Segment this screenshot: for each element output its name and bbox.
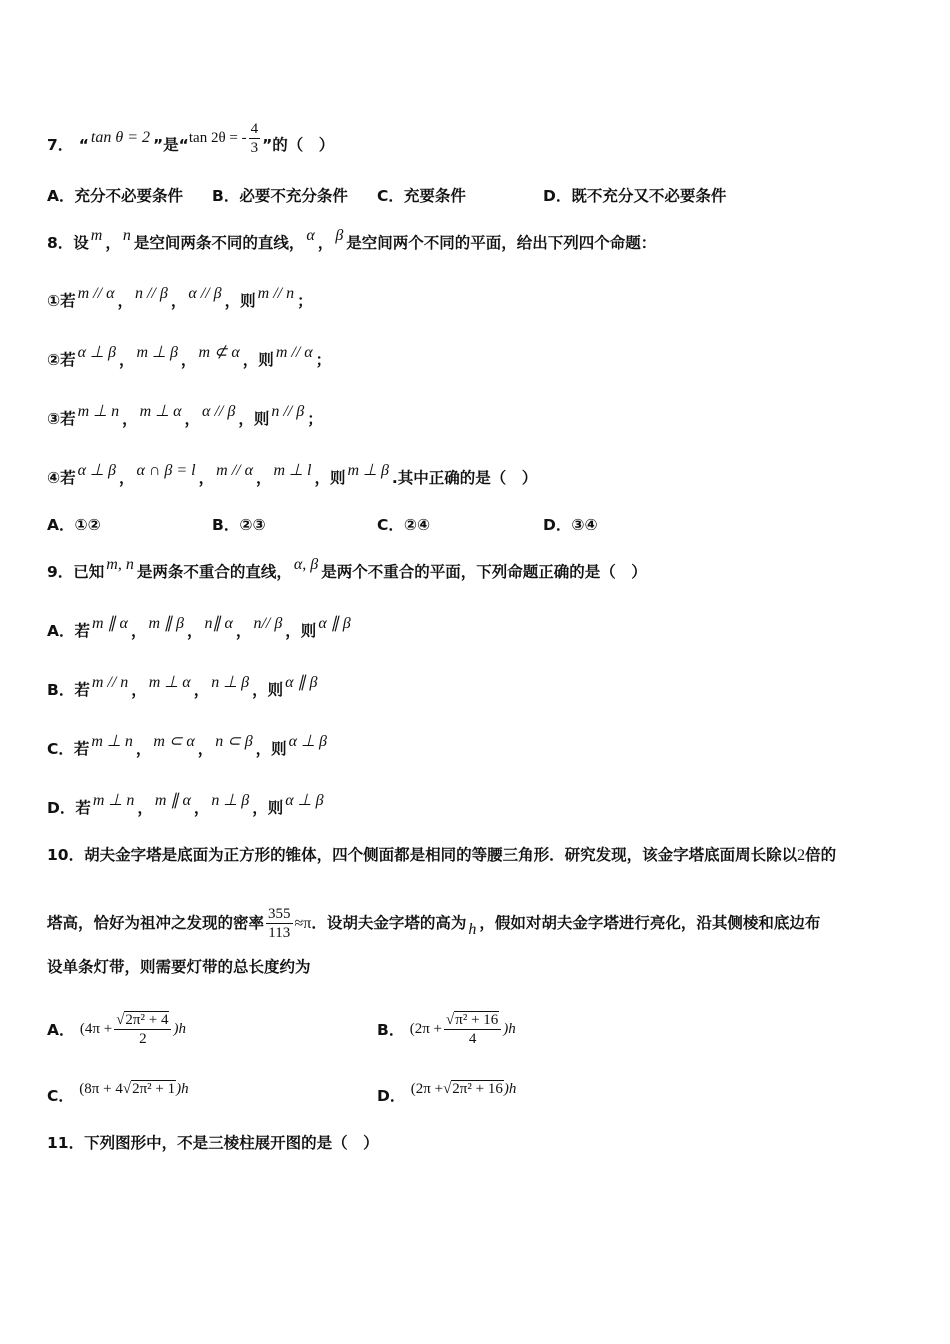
option-cond: n// β	[253, 615, 283, 632]
option-result: α ⊥ β	[285, 792, 324, 809]
option-then: ，则	[285, 622, 317, 640]
prop-result: m // α	[275, 344, 313, 361]
formula-pre: (2π +	[410, 1081, 444, 1097]
q10-number-two: 2	[797, 847, 806, 864]
formula-post: )h	[173, 1020, 186, 1037]
option-label: C．	[47, 1087, 74, 1105]
prop-cond: m ⊥ n	[77, 403, 120, 420]
option-then: ，则	[255, 740, 287, 758]
option-cond: m ∥ β	[148, 615, 184, 632]
option-formula: (8π + 4√2π² + 1)h	[79, 1081, 189, 1097]
option-result: α ⊥ β	[288, 733, 327, 750]
option-text: ②④	[403, 516, 431, 534]
q8-proposition-2: ②若 α ⊥ β ， m ⊥ β ， m ⊄ α ，则 m // α ；	[47, 344, 332, 369]
option-cond: m // n	[91, 674, 129, 691]
option-label: B．若	[47, 681, 90, 699]
prop-cond: m ⊥ l	[273, 462, 312, 479]
option-label: C．	[377, 187, 404, 205]
prop-cond: m ⊥ β	[136, 344, 178, 361]
formula-pre: (4π +	[79, 1020, 113, 1037]
q8-option-a	[47, 515, 101, 535]
prop-cond: m ⊄ α	[198, 344, 240, 361]
option-label: C．	[377, 516, 404, 534]
formula-post: )h	[503, 1020, 516, 1037]
q9-text-1: 是两条不重合的直线，	[136, 563, 292, 581]
q7-quote-mid: ”是“	[153, 135, 189, 154]
q9-vars-mn: m, n	[106, 556, 134, 573]
option-label: D．若	[47, 799, 91, 817]
q8-option-d	[543, 515, 598, 535]
option-cond: m ⊥ n	[92, 792, 135, 809]
formula-post: )h	[176, 1081, 189, 1097]
q10-line-3	[47, 957, 311, 977]
option-formula: (2π +√2π² + 16)h	[410, 1081, 517, 1097]
option-then: ，则	[252, 799, 284, 817]
q7-quote-open: “	[78, 135, 89, 154]
q7-fraction	[249, 120, 261, 157]
q8-option-b	[212, 515, 266, 535]
q10-line-2	[47, 905, 820, 942]
prop-mark: ①若	[47, 292, 76, 310]
option-cond: n ⊥ β	[211, 792, 250, 809]
formula-pre: (8π + 4	[79, 1081, 123, 1097]
q10-text-3: 设单条灯带，则需要灯带的总长度约为	[47, 958, 311, 976]
option-result: α ∥ β	[318, 615, 351, 632]
q10-line-1	[47, 845, 836, 866]
option-text: ③④	[571, 516, 598, 534]
q10-var-h: h	[468, 921, 477, 938]
q9-option-d: D．若 m ⊥ n ， m ∥ α ， n ⊥ β ，则 α ⊥ β	[47, 792, 324, 817]
q10-text-2c: ，假如对胡夫金字塔进行亮化，沿其侧棱和底边布	[479, 914, 821, 932]
q10-option-c	[47, 1081, 189, 1107]
option-cond: n∥ α	[204, 615, 233, 632]
sqrt-radicand: π² + 16	[455, 1012, 499, 1028]
q7-option-b	[212, 186, 348, 206]
fraction-den: 113	[268, 925, 291, 941]
q8-proposition-3: ③若 m ⊥ n ， m ⊥ α ， α // β ，则 n // β ；	[47, 403, 323, 428]
sqrt-radicand: 2π² + 4	[125, 1012, 169, 1028]
prop-then: ，则	[314, 469, 346, 487]
q9-number: 9．已知	[47, 563, 105, 581]
option-label: A．若	[47, 622, 90, 640]
q8-text-1: 是空间两条不同的直线，	[133, 234, 305, 252]
prop-cond: m ⊥ α	[139, 403, 182, 420]
fraction-num: √π² + 16	[444, 1011, 501, 1030]
q7-option-d	[543, 186, 726, 206]
q7-fraction-num: 4	[250, 121, 259, 137]
formula-fraction	[444, 1011, 501, 1048]
option-label: C．若	[47, 740, 90, 758]
prop-cond: α ⊥ β	[77, 462, 116, 479]
option-cond: m ∥ α	[154, 792, 191, 809]
option-label: D．	[543, 187, 572, 205]
fraction-num: 355	[268, 906, 291, 922]
option-label: A．	[47, 187, 75, 205]
q7-fraction-den: 3	[250, 140, 259, 156]
prop-cond: m // α	[77, 285, 115, 302]
q7-option-a	[47, 186, 183, 206]
prop-mark: ②若	[47, 351, 76, 369]
option-cond: m ⊥ n	[91, 733, 133, 750]
prop-cond: α ∩ β = l	[136, 462, 196, 479]
q10-text-2b: ．设胡夫金字塔的高为	[311, 914, 467, 932]
q7-math-1: tan θ = 2	[90, 128, 150, 146]
formula-pre: (2π +	[409, 1020, 443, 1037]
q9-option-a: A．若 m ∥ α ， m ∥ β ， n∥ α ， n// β ，则 α ∥ β	[47, 615, 351, 640]
q8-option-c	[377, 515, 430, 535]
q9-vars-ab: α, β	[293, 556, 319, 573]
prop-end: ；	[307, 410, 323, 428]
q10-ratio-fraction	[266, 905, 293, 942]
option-formula	[79, 1012, 186, 1047]
prop-then: ，则	[242, 351, 274, 369]
q9-text-2: 是两个不重合的平面，下列命题正确的是（ ）	[321, 563, 647, 581]
q11-stem	[47, 1133, 379, 1153]
prop-end: .其中正确的是（ ）	[391, 469, 538, 487]
q8-text-2: 是空间两个不同的平面，给出下列四个命题：	[346, 234, 657, 252]
q7-number: 7．	[47, 135, 74, 154]
option-label: A．	[47, 516, 75, 534]
formula-post: )h	[503, 1081, 517, 1097]
q8-var-alpha: α	[306, 227, 315, 244]
q8-proposition-1: ①若 m // α ， n // β ， α // β ，则 m // n ；	[47, 285, 313, 310]
option-cond: n ⊂ β	[215, 733, 253, 750]
option-result: α ∥ β	[285, 674, 318, 691]
q8-var-m: m	[90, 227, 103, 244]
option-text: ②③	[239, 516, 266, 534]
prop-then: ，则	[224, 292, 256, 310]
prop-cond: n // β	[134, 285, 168, 302]
option-cond: m ⊂ α	[153, 733, 195, 750]
q10-text-1-end: 倍的	[805, 846, 837, 864]
q7-option-c	[377, 186, 466, 206]
prop-cond: α ⊥ β	[77, 344, 116, 361]
prop-result: m ⊥ β	[347, 462, 389, 479]
option-label: B．	[212, 187, 240, 205]
q9-stem	[47, 556, 647, 583]
option-text: 必要不充分条件	[239, 187, 348, 205]
fraction-den: 4	[468, 1031, 477, 1047]
q10-text-1: 10．胡夫金字塔是底面为正方形的锥体，四个侧面都是相同的等腰三角形．研究发现，该金字塔底面周长除以	[47, 846, 798, 864]
q10-text-2a: 塔高，恰好为祖冲之发现的密率	[47, 914, 265, 932]
q8-sep: ，	[317, 234, 334, 252]
q9-option-b: B．若 m // n ， m ⊥ α ， n ⊥ β ，则 α ∥ β	[47, 674, 318, 699]
option-text: 充要条件	[403, 187, 466, 205]
option-label: D．	[543, 516, 572, 534]
q8-proposition-4: ④若 α ⊥ β ， α ∩ β = l ， m // α ， m ⊥ l ，则 m ⊥ β .其中正确的是（ ）	[47, 462, 538, 487]
q8-sep: ，	[105, 234, 121, 252]
option-cond: m ⊥ α	[148, 674, 191, 691]
fraction-num: √2π² + 4	[114, 1011, 171, 1030]
prop-end: ；	[315, 351, 332, 369]
q7-quote-close: ”的（ ）	[262, 135, 335, 154]
option-text: 既不充分又不必要条件	[571, 187, 727, 205]
prop-mark: ③若	[47, 410, 76, 428]
q7-math-2-lhs: tan 2θ = -	[188, 129, 247, 146]
option-then: ，则	[252, 681, 284, 699]
prop-result: m // n	[257, 285, 295, 302]
prop-end: ；	[297, 292, 313, 310]
prop-cond: α // β	[202, 403, 236, 420]
q8-number: 8．设	[47, 234, 89, 252]
q8-var-beta: β	[335, 227, 344, 244]
option-label: B．	[377, 1020, 405, 1039]
formula-fraction	[114, 1011, 171, 1048]
prop-cond: α // β	[188, 285, 222, 302]
option-formula	[409, 1012, 516, 1047]
q8-stem	[47, 227, 657, 254]
q10-option-b	[377, 1013, 516, 1050]
fraction-den: 2	[139, 1031, 147, 1047]
q7-math-2	[188, 121, 262, 156]
prop-mark: ④若	[47, 469, 76, 487]
q10-option-a	[47, 1013, 186, 1050]
q7-stem	[47, 121, 335, 165]
sqrt-radicand: 2π² + 1	[132, 1081, 176, 1097]
option-text: 充分不必要条件	[74, 187, 184, 205]
prop-cond: m // α	[216, 462, 253, 479]
prop-then: ，则	[238, 410, 270, 428]
q8-var-n: n	[122, 227, 131, 244]
option-label: D．	[377, 1087, 406, 1105]
option-cond: m ∥ α	[92, 615, 128, 632]
sqrt-radicand: 2π² + 16	[452, 1081, 503, 1097]
q10-approx-pi: ≈π	[294, 915, 312, 932]
q11-text: 11．下列图形中，不是三棱柱展开图的是（ ）	[47, 1134, 379, 1152]
option-cond: n ⊥ β	[211, 674, 250, 691]
prop-result: n // β	[271, 403, 305, 420]
q9-option-c: C．若 m ⊥ n ， m ⊂ α ， n ⊂ β ，则 α ⊥ β	[47, 733, 327, 758]
q10-option-d	[377, 1081, 517, 1107]
option-text: ①②	[74, 516, 101, 534]
option-label: A．	[47, 1020, 75, 1039]
option-label: B．	[212, 516, 240, 534]
